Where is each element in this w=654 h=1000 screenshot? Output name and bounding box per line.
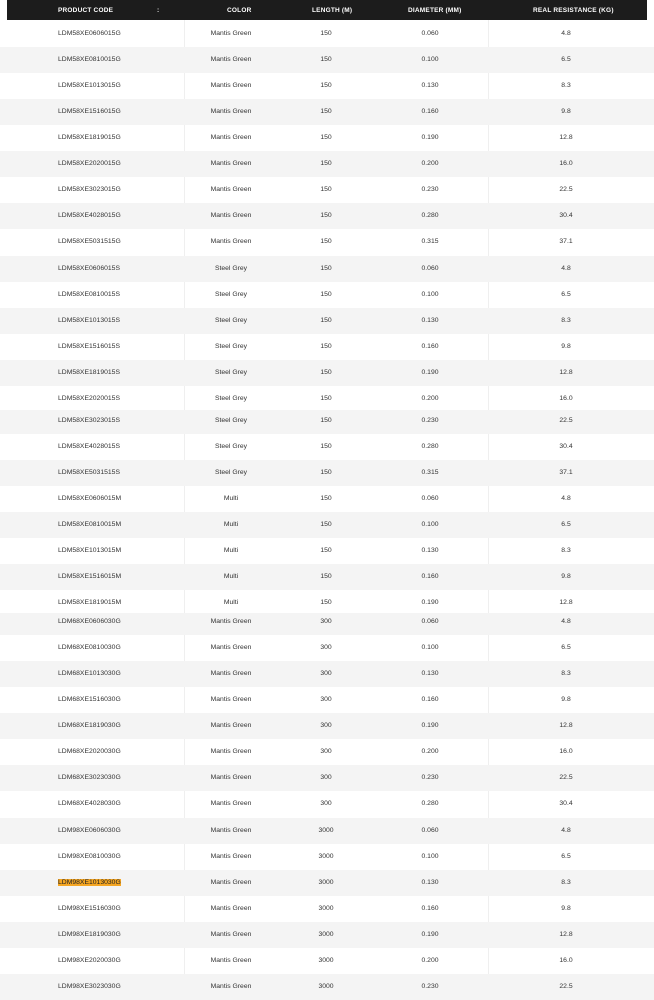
- cell-resistance: 12.8: [559, 599, 573, 606]
- table-header: [7, 0, 647, 20]
- cell-color: Mantis Green: [210, 30, 252, 37]
- header-diameter: DIAMETER (MM): [408, 7, 462, 14]
- cell-resistance: 22.5: [559, 186, 573, 193]
- table-row: [0, 256, 654, 282]
- cell-color: Mantis Green: [210, 238, 252, 245]
- cell-length: 3000: [318, 957, 334, 964]
- table-row: [0, 791, 654, 818]
- cell-resistance: 37.1: [559, 238, 573, 245]
- cell-color: Mantis Green: [210, 618, 252, 625]
- cell-diameter: 0.100: [421, 521, 439, 528]
- cell-length: 3000: [318, 879, 334, 886]
- table-row: [0, 948, 654, 974]
- table-row: [0, 229, 654, 256]
- table-row: [0, 687, 654, 713]
- cell-diameter: 0.160: [421, 696, 439, 703]
- cell-product-code: LDM98XE1516030G: [58, 905, 121, 912]
- cell-diameter: 0.190: [421, 134, 439, 141]
- cell-product-code: LDM58XE1516015S: [58, 343, 120, 350]
- cell-length: 150: [320, 160, 332, 167]
- cell-color: Mantis Green: [210, 108, 252, 115]
- cell-product-code: LDM58XE1013015G: [58, 82, 121, 89]
- cell-color: Mantis Green: [210, 56, 252, 63]
- header-resistance: REAL RESISTANCE (KG): [533, 7, 614, 14]
- cell-length: 150: [320, 108, 332, 115]
- cell-diameter: 0.060: [421, 827, 439, 834]
- cell-product-code: LDM98XE0810030G: [58, 853, 121, 860]
- table-row: [0, 844, 654, 870]
- table-row: [0, 538, 654, 564]
- cell-color: Multi: [223, 573, 239, 580]
- cell-product-code: LDM58XE0810015M: [58, 521, 122, 528]
- table-row: [0, 661, 654, 687]
- cell-resistance: 37.1: [559, 469, 573, 476]
- cell-length: 300: [320, 670, 332, 677]
- table-row: [0, 765, 654, 791]
- cell-product-code: LDM68XE1013030G: [58, 670, 121, 677]
- cell-length: 150: [320, 599, 332, 606]
- cell-color: Mantis Green: [210, 212, 252, 219]
- cell-length: 150: [320, 30, 332, 37]
- cell-length: 150: [320, 369, 332, 376]
- cell-length: 150: [320, 291, 332, 298]
- cell-diameter: 0.060: [421, 495, 439, 502]
- cell-length: 3000: [318, 931, 334, 938]
- cell-resistance: 6.5: [561, 291, 571, 298]
- cell-product-code: LDM68XE3023030G: [58, 774, 121, 781]
- cell-color: Mantis Green: [210, 983, 252, 990]
- table-row: [0, 896, 654, 922]
- cell-diameter: 0.100: [421, 56, 439, 63]
- cell-color: Mantis Green: [210, 905, 252, 912]
- cell-resistance: 12.8: [559, 134, 573, 141]
- cell-product-code: LDM58XE1013015S: [58, 317, 120, 324]
- cell-color: Mantis Green: [210, 722, 252, 729]
- cell-diameter: 0.160: [421, 905, 439, 912]
- table-row: [0, 922, 654, 948]
- table-row: [0, 20, 654, 47]
- table-row: [0, 360, 654, 386]
- header-product-code: PRODUCT CODE: [58, 7, 114, 14]
- cell-product-code: LDM68XE1516030G: [58, 696, 121, 703]
- cell-length: 150: [320, 343, 332, 350]
- cell-length: 3000: [318, 983, 334, 990]
- cell-diameter: 0.230: [421, 774, 439, 781]
- cell-length: 150: [320, 443, 332, 450]
- cell-color: Steel Grey: [214, 265, 248, 272]
- cell-resistance: 8.3: [561, 317, 571, 324]
- cell-product-code: LDM58XE0810015S: [58, 291, 120, 298]
- cell-resistance: 9.8: [561, 573, 571, 580]
- cell-resistance: 12.8: [559, 931, 573, 938]
- cell-diameter: 0.160: [421, 343, 439, 350]
- cell-color: Mantis Green: [210, 82, 252, 89]
- cell-color: Multi: [223, 495, 239, 502]
- cell-diameter: 0.060: [421, 618, 439, 625]
- table-row: [0, 125, 654, 151]
- cell-resistance: 6.5: [561, 644, 571, 651]
- cell-resistance: 30.4: [559, 443, 573, 450]
- cell-product-code: LDM58XE2020015G: [58, 160, 121, 167]
- table-row: [0, 334, 654, 360]
- cell-resistance: 8.3: [561, 82, 571, 89]
- cell-color: Multi: [223, 599, 239, 606]
- cell-product-code: LDM68XE0606030G: [58, 618, 121, 625]
- cell-product-code: LDM58XE2020015S: [58, 395, 120, 402]
- cell-resistance: 8.3: [561, 670, 571, 677]
- cell-product-code: LDM68XE4028030G: [58, 800, 121, 807]
- cell-product-code: LDM58XE4028015G: [58, 212, 121, 219]
- cell-color: Steel Grey: [214, 443, 248, 450]
- cell-length: 3000: [318, 827, 334, 834]
- cell-length: 150: [320, 573, 332, 580]
- table-row: [0, 870, 654, 896]
- table-row: [0, 739, 654, 765]
- cell-resistance: 30.4: [559, 212, 573, 219]
- cell-diameter: 0.190: [421, 599, 439, 606]
- cell-resistance: 9.8: [561, 343, 571, 350]
- table-row: [0, 713, 654, 739]
- cell-diameter: 0.190: [421, 931, 439, 938]
- cell-length: 150: [320, 495, 332, 502]
- header-length: LENGTH (M): [312, 7, 353, 14]
- cell-color: Mantis Green: [210, 957, 252, 964]
- cell-diameter: 0.060: [421, 30, 439, 37]
- cell-product-code: LDM58XE1013015M: [58, 547, 122, 554]
- cell-diameter: 0.160: [421, 108, 439, 115]
- cell-color: Mantis Green: [210, 879, 252, 886]
- cell-color: Mantis Green: [210, 853, 252, 860]
- table-row: [0, 386, 654, 410]
- cell-color: Mantis Green: [210, 800, 252, 807]
- cell-diameter: 0.100: [421, 644, 439, 651]
- cell-diameter: 0.230: [421, 417, 439, 424]
- table-row: [0, 512, 654, 538]
- cell-diameter: 0.200: [421, 395, 439, 402]
- cell-length: 3000: [318, 853, 334, 860]
- cell-resistance: 22.5: [559, 774, 573, 781]
- cell-resistance: 4.8: [561, 827, 571, 834]
- cell-product-code: LDM58XE3023015S: [58, 417, 120, 424]
- cell-resistance: 4.8: [561, 618, 571, 625]
- cell-color: Mantis Green: [210, 670, 252, 677]
- cell-length: 150: [320, 238, 332, 245]
- cell-product-code: LDM58XE5031515G: [58, 238, 121, 245]
- cell-resistance: 12.8: [559, 722, 573, 729]
- cell-length: 150: [320, 395, 332, 402]
- cell-diameter: 0.100: [421, 291, 439, 298]
- cell-diameter: 0.060: [421, 265, 439, 272]
- cell-resistance: 9.8: [561, 905, 571, 912]
- table-row: [0, 282, 654, 308]
- cell-product-code: LDM58XE0606015G: [58, 30, 121, 37]
- cell-product-code: LDM58XE0810015G: [58, 56, 121, 63]
- cell-color: Steel Grey: [214, 469, 248, 476]
- table-row: [0, 613, 654, 635]
- cell-product-code: LDM58XE1819015S: [58, 369, 120, 376]
- cell-resistance: 4.8: [561, 30, 571, 37]
- cell-diameter: 0.200: [421, 957, 439, 964]
- header-color: COLOR: [227, 7, 252, 14]
- table-row: [0, 73, 654, 99]
- cell-diameter: 0.130: [421, 317, 439, 324]
- cell-length: 300: [320, 644, 332, 651]
- cell-diameter: 0.200: [421, 160, 439, 167]
- table-row: [0, 308, 654, 334]
- cell-diameter: 0.190: [421, 369, 439, 376]
- cell-length: 300: [320, 722, 332, 729]
- cell-product-code: LDM98XE0606030G: [58, 827, 121, 834]
- cell-color: Steel Grey: [214, 369, 248, 376]
- cell-diameter: 0.190: [421, 722, 439, 729]
- cell-diameter: 0.230: [421, 983, 439, 990]
- cell-length: 150: [320, 56, 332, 63]
- cell-color: Mantis Green: [210, 644, 252, 651]
- table-row: [0, 434, 654, 460]
- cell-length: 150: [320, 186, 332, 193]
- cell-resistance: 6.5: [561, 853, 571, 860]
- cell-color: Steel Grey: [214, 343, 248, 350]
- cell-diameter: 0.280: [421, 212, 439, 219]
- cell-color: Mantis Green: [210, 160, 252, 167]
- cell-product-code: LDM68XE2020030G: [58, 748, 121, 755]
- cell-resistance: 6.5: [561, 521, 571, 528]
- cell-resistance: 9.8: [561, 108, 571, 115]
- cell-product-code: LDM58XE0606015M: [58, 495, 122, 502]
- cell-length: 300: [320, 774, 332, 781]
- cell-resistance: 22.5: [559, 983, 573, 990]
- cell-length: 300: [320, 696, 332, 703]
- cell-product-code: LDM58XE1819015M: [58, 599, 122, 606]
- cell-length: 150: [320, 521, 332, 528]
- cell-length: 150: [320, 265, 332, 272]
- cell-color: Mantis Green: [210, 748, 252, 755]
- cell-resistance: 16.0: [559, 957, 573, 964]
- cell-color: Mantis Green: [210, 774, 252, 781]
- cell-resistance: 9.8: [561, 696, 571, 703]
- cell-resistance: 16.0: [559, 395, 573, 402]
- cell-product-code: LDM98XE1819030G: [58, 931, 121, 938]
- table-row: [0, 47, 654, 73]
- cell-resistance: 22.5: [559, 417, 573, 424]
- table-row: [0, 151, 654, 177]
- cell-length: 300: [320, 618, 332, 625]
- cell-diameter: 0.315: [421, 469, 439, 476]
- table-row: [0, 974, 654, 1000]
- cell-product-code: LDM98XE1013030G: [58, 879, 121, 886]
- cell-color: Mantis Green: [210, 186, 252, 193]
- cell-diameter: 0.280: [421, 443, 439, 450]
- cell-product-code: LDM98XE2020030G: [58, 957, 121, 964]
- cell-diameter: 0.130: [421, 879, 439, 886]
- cell-diameter: 0.160: [421, 573, 439, 580]
- table-row: [0, 818, 654, 844]
- cell-color: Steel Grey: [214, 291, 248, 298]
- table-row: [0, 635, 654, 661]
- cell-length: 150: [320, 212, 332, 219]
- cell-resistance: 4.8: [561, 495, 571, 502]
- cell-product-code: LDM58XE4028015S: [58, 443, 120, 450]
- cell-color: Multi: [223, 547, 239, 554]
- cell-diameter: 0.130: [421, 547, 439, 554]
- cell-diameter: 0.100: [421, 853, 439, 860]
- cell-product-code: LDM58XE1516015M: [58, 573, 122, 580]
- cell-product-code: LDM68XE0810030G: [58, 644, 121, 651]
- cell-diameter: 0.315: [421, 238, 439, 245]
- cell-diameter: 0.130: [421, 670, 439, 677]
- cell-length: 150: [320, 417, 332, 424]
- cell-product-code: LDM58XE0606015S: [58, 265, 120, 272]
- cell-diameter: 0.230: [421, 186, 439, 193]
- table-row: [0, 203, 654, 229]
- cell-diameter: 0.280: [421, 800, 439, 807]
- table-row: [0, 486, 654, 512]
- cell-resistance: 12.8: [559, 369, 573, 376]
- cell-length: 300: [320, 800, 332, 807]
- cell-product-code: LDM58XE5031515S: [58, 469, 120, 476]
- cell-product-code: LDM58XE1516015G: [58, 108, 121, 115]
- table-row: [0, 564, 654, 590]
- cell-color: Multi: [223, 521, 239, 528]
- cell-resistance: 4.8: [561, 265, 571, 272]
- cell-product-code: LDM98XE3023030G: [58, 983, 121, 990]
- cell-length: 300: [320, 748, 332, 755]
- table-row: [0, 99, 654, 125]
- table-row: [0, 177, 654, 203]
- cell-length: 150: [320, 547, 332, 554]
- cell-length: 150: [320, 134, 332, 141]
- cell-color: Mantis Green: [210, 134, 252, 141]
- cell-resistance: 8.3: [561, 547, 571, 554]
- cell-length: 150: [320, 317, 332, 324]
- cell-length: 150: [320, 469, 332, 476]
- cell-product-code: LDM58XE3023015G: [58, 186, 121, 193]
- cell-color: Steel Grey: [214, 317, 248, 324]
- cell-resistance: 6.5: [561, 56, 571, 63]
- cell-color: Mantis Green: [210, 827, 252, 834]
- cell-color: Mantis Green: [210, 931, 252, 938]
- cell-resistance: 16.0: [559, 160, 573, 167]
- header-separator: :: [157, 7, 160, 14]
- cell-resistance: 16.0: [559, 748, 573, 755]
- table-row: [0, 460, 654, 486]
- cell-color: Steel Grey: [214, 395, 248, 402]
- table-row: [0, 590, 654, 613]
- cell-product-code: LDM58XE1819015G: [58, 134, 121, 141]
- cell-diameter: 0.130: [421, 82, 439, 89]
- cell-color: Mantis Green: [210, 696, 252, 703]
- cell-color: Steel Grey: [214, 417, 248, 424]
- table-row: [0, 410, 654, 434]
- cell-resistance: 8.3: [561, 879, 571, 886]
- cell-length: 3000: [318, 905, 334, 912]
- cell-resistance: 30.4: [559, 800, 573, 807]
- cell-product-code: LDM68XE1819030G: [58, 722, 121, 729]
- cell-length: 150: [320, 82, 332, 89]
- cell-diameter: 0.200: [421, 748, 439, 755]
